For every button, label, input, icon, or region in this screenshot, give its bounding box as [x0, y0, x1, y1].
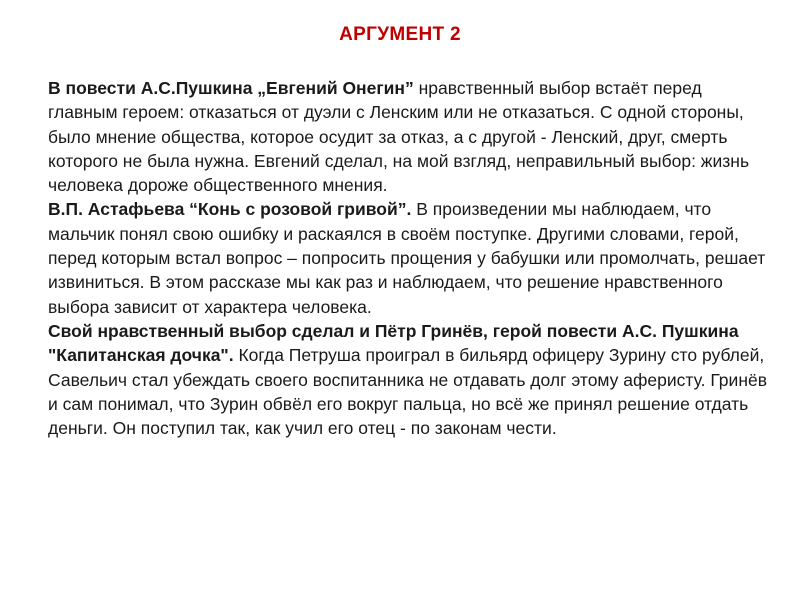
paragraph-astafiev — [48, 197, 768, 318]
paragraph-onegin-lead: В повести А.С.Пушкина „Евгений Онегин” — [48, 78, 414, 98]
paragraph-grinev-lead: Свой нравственный выбор сделал и Пётр Гринёв, герой повести А.С. Пушкина "Капитанская дочка". — [48, 320, 739, 366]
paragraph-onegin-body: нравственный выбор встаёт перед главным героем: отказаться от дуэли с Ленским или не отказаться. С одной стороны, было мнение общества, которое осудит за отказ, а с другой - Ленский, друг, смерть которого не была нужна. Евгений сделал, на мой взгляд, неправильный выбор: жизнь человека дороже общественного мнения. — [48, 78, 750, 196]
paragraph-grinev-body: Когда Петруша проиграл в бильярд офицеру Зурину сто рублей, Савельич стал убеждать своего воспитанника не отдавать долг этому аферисту. Гринёв и сам понимал, что Зурин обвёл его вокруг пальца, но всё же принял решение отдать деньги. Он поступил так, как учил его отец - по законам чести. — [48, 345, 768, 439]
paragraph-grinev — [48, 319, 768, 440]
paragraph-astafiev-body: В произведении мы наблюдаем, что мальчик понял свою ошибку и раскаялся в своём поступке. Другими словами, герой, перед которым встал вопрос – попросить прощения у бабушки или промолчать, решает извиниться. В этом рассказе мы как раз и наблюдаем, что решение нравственного выбора зависит от характера человека. — [48, 199, 766, 317]
paragraph-onegin — [48, 76, 768, 197]
argument-text — [48, 76, 768, 440]
slide-title: АРГУМЕНТ 2 — [339, 24, 461, 45]
paragraph-astafiev-lead: В.П. Астафьева “Конь с розовой гривой”. — [48, 199, 412, 220]
